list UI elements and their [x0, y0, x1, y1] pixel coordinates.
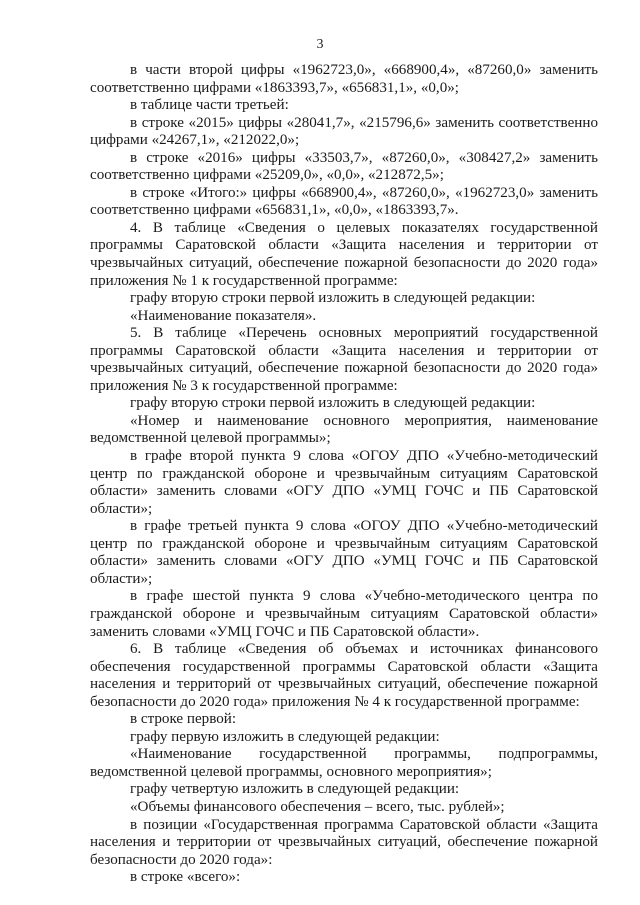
paragraph: в строке первой:	[130, 711, 237, 728]
paragraph: «Наименование государственной программы, подпрограммы, ведомственной целевой программы, основного мероприятия»;	[90, 746, 598, 780]
paragraph: в таблице части третьей:	[130, 97, 289, 114]
paragraph: в графе второй пункта 9 слова «ОГОУ ДПО «Учебно-методический центр по гражданской обороне и чрезвычайным ситуациям Саратовской области» заменить словами «ОГУ ДПО «УМЦ ГОЧС и ПБ Саратовской области»;	[90, 448, 598, 517]
paragraph: графу первую изложить в следующей редакции:	[130, 728, 440, 745]
paragraph: графу четвертую изложить в следующей редакции:	[130, 781, 460, 798]
paragraph: в строке «всего»:	[130, 869, 241, 886]
paragraph: в части второй цифры «1962723,0», «668900,4», «87260,0» заменить соответственно цифрами «1863393,7», «656831,1», «0,0»;	[90, 62, 598, 96]
paragraph: в графе третьей пункта 9 слова «ОГОУ ДПО «Учебно-методический центр по гражданской обороне и чрезвычайным ситуациям Саратовской области» заменить словами «ОГУ ДПО «УМЦ ГОЧС и ПБ Саратовской области»;	[90, 518, 598, 587]
paragraph: графу вторую строки первой изложить в следующей редакции:	[130, 290, 536, 307]
paragraph: в строке «2015» цифры «28041,7», «215796,6» заменить соответственно цифрами «24267,1», «212022,0»;	[90, 114, 598, 149]
paragraph: «Объемы финансового обеспечения – всего, тыс. рублей»;	[130, 798, 505, 815]
paragraph: «Наименование показателя».	[130, 307, 317, 324]
paragraph: в графе шестой пункта 9 слова «Учебно-методического центра по гражданской обороне и чрезвычайным ситуациям Саратовской области» заменить словами «УМЦ ГОЧС и ПБ Саратовской области».	[90, 588, 598, 640]
paragraph: 6. В таблице «Сведения об объемах и источниках финансового обеспечения государственной программы Саратовской области «Защита населения и территорий от чрезвычайных ситуаций, обеспечение пожарной безопасности до 2020 года» приложения № 4 к государственной программе:	[90, 641, 598, 710]
paragraph: в позиции «Государственная программа Саратовской области «Защита населения и территории от чрезвычайных ситуаций, обеспечение пожарной безопасности до 2020 года»:	[90, 816, 598, 868]
paragraph: графу вторую строки первой изложить в следующей редакции:	[130, 395, 536, 412]
paragraph: в строке «2016» цифры «33503,7», «87260,0», «308427,2» заменить соответственно цифрами «25209,0», «0,0», «212872,5»;	[90, 149, 598, 184]
paragraph: 5. В таблице «Перечень основных мероприятий государственной программы Саратовской области «Защита населения и территории от чрезвычайных ситуаций, обеспечение пожарной безопасности до 2020 года» приложения № 3 к государственной программе:	[90, 325, 598, 394]
paragraph: «Номер и наименование основного мероприятия, наименование ведомственной целевой программы»;	[90, 412, 598, 447]
document-body	[90, 62, 598, 887]
paragraph: 4. В таблице «Сведения о целевых показателях государственной программы Саратовской области «Защита населения и территории от чрезвычайных ситуаций, обеспечение пожарной безопасности до 2020 года» приложения № 1 к государственной программе:	[90, 219, 598, 289]
paragraph: в строке «Итого:» цифры «668900,4», «87260,0», «1962723,0» заменить соответственно цифрами «656831,1», «0,0», «1863393,7».	[90, 184, 598, 219]
page-number: 3	[316, 37, 324, 52]
